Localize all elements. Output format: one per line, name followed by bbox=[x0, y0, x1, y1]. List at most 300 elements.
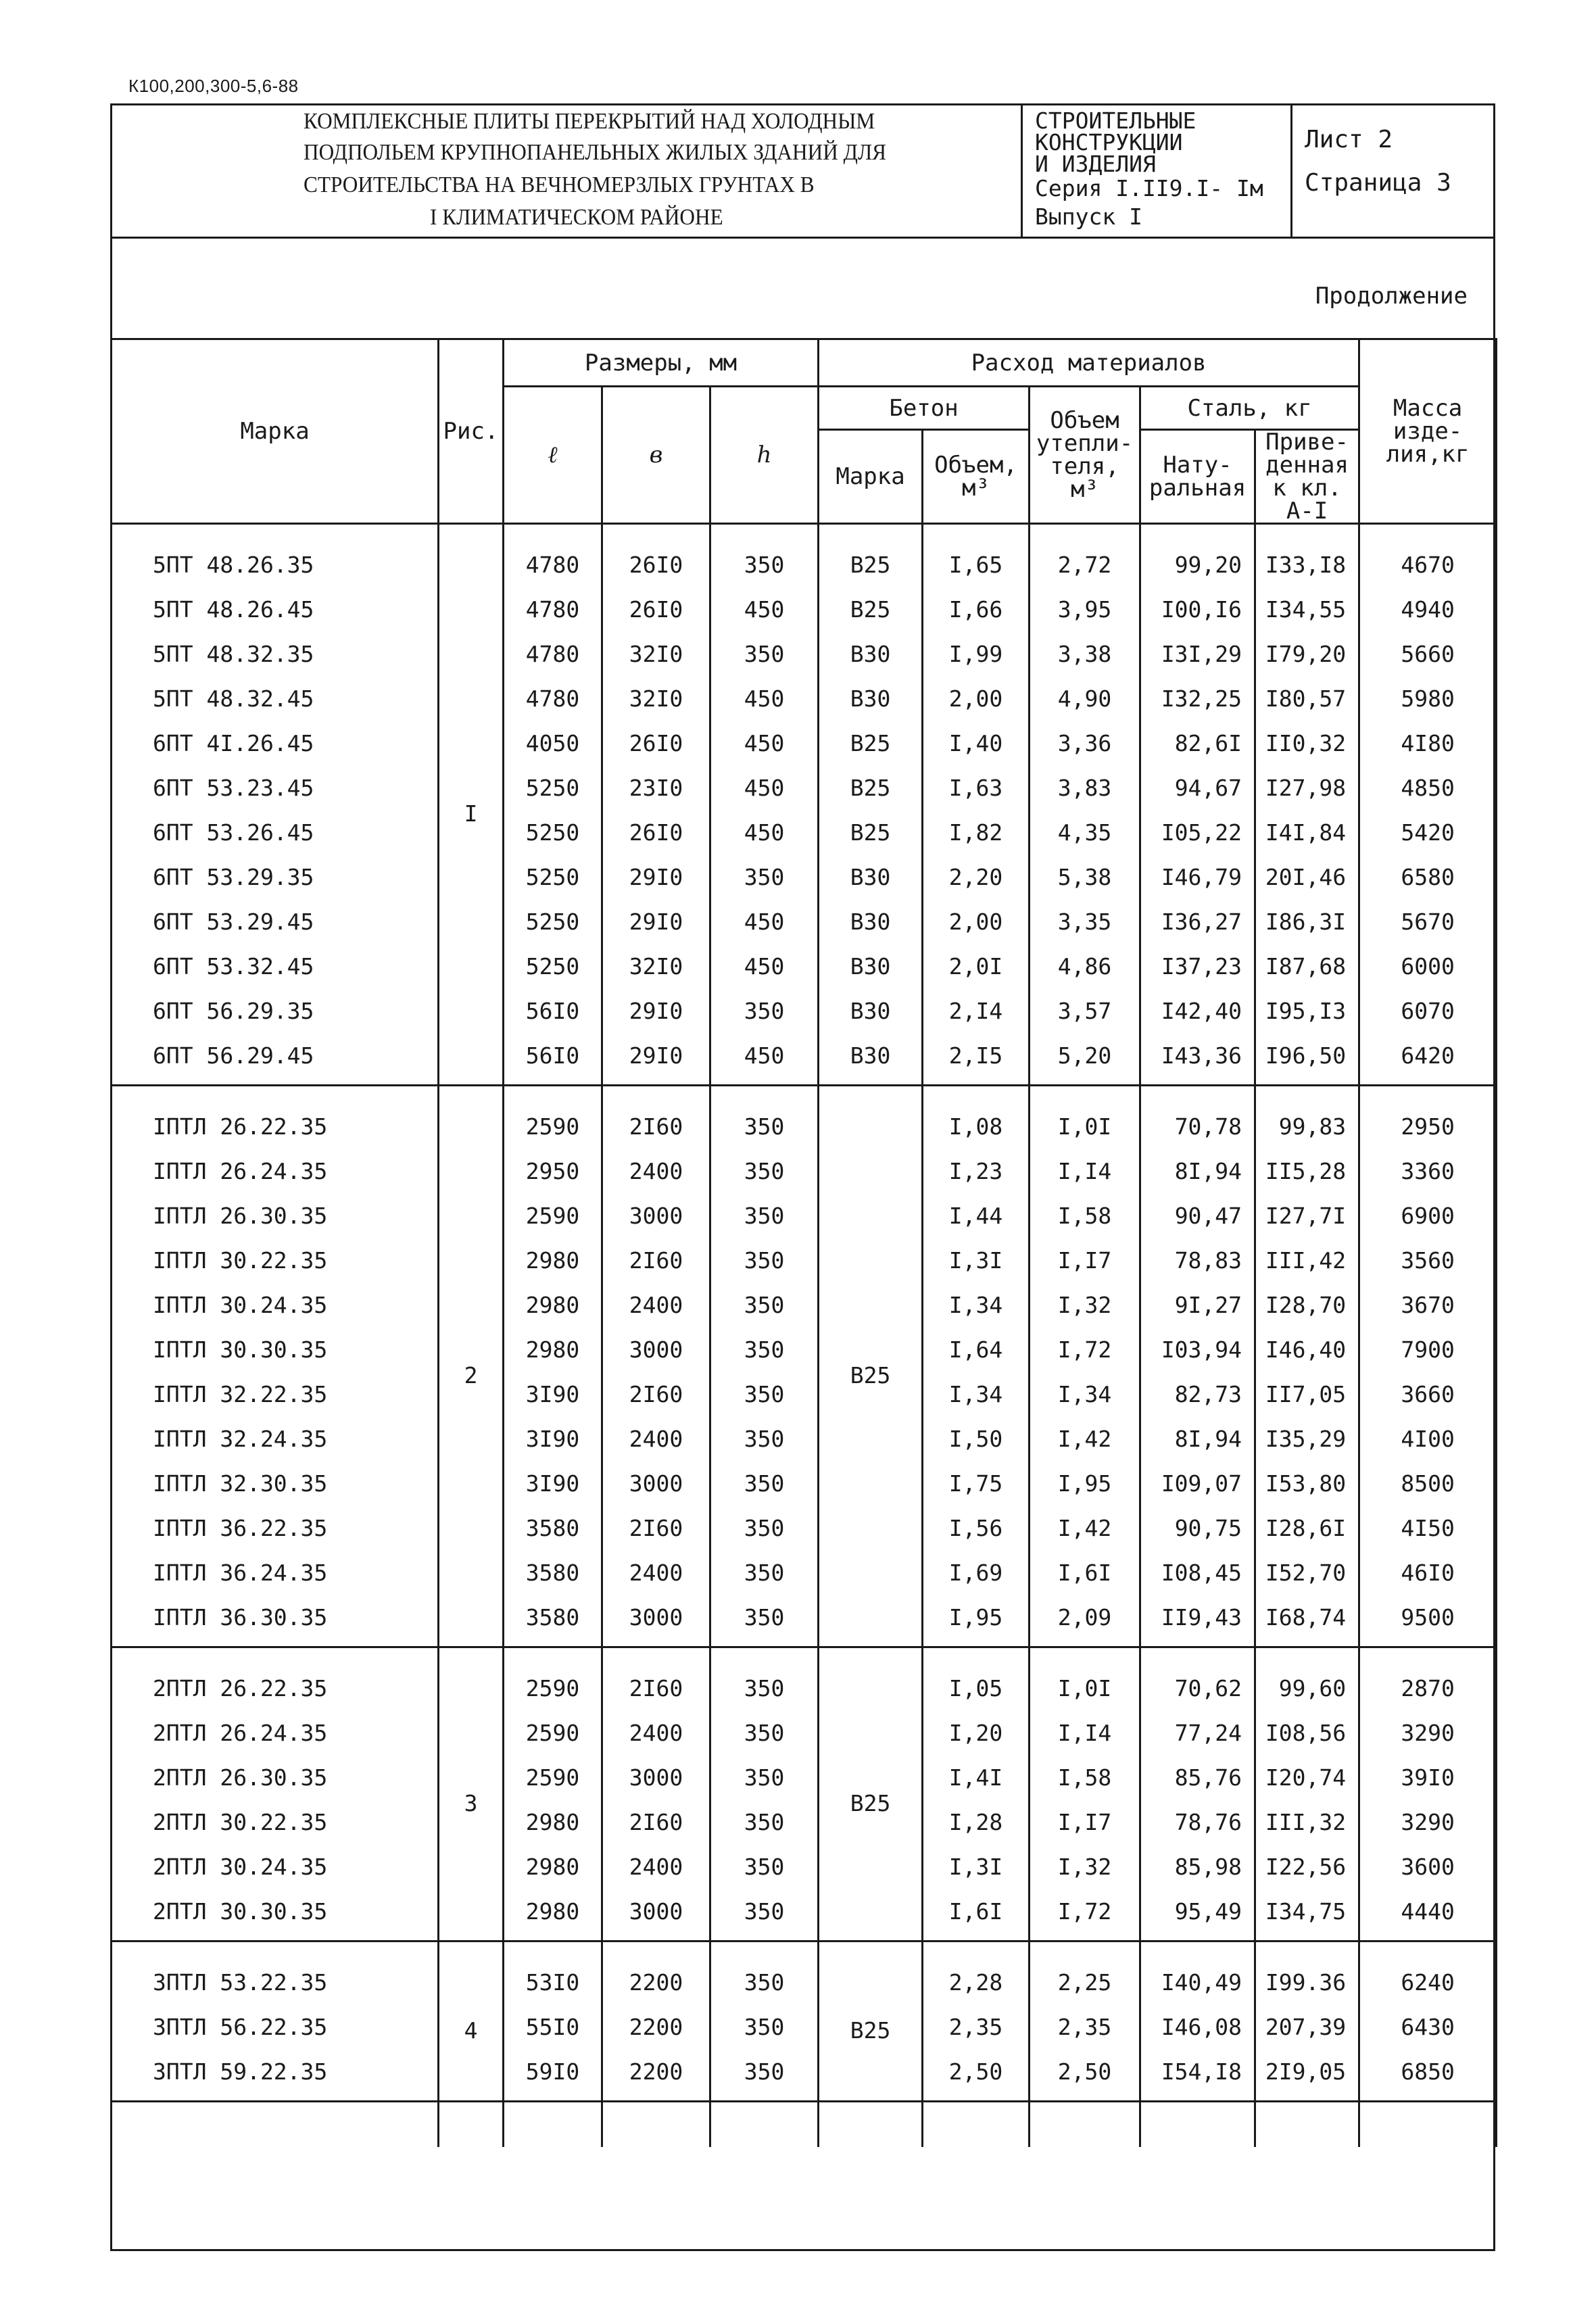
cell-length: 2980 bbox=[504, 1844, 602, 1889]
cell-mass: 6580 bbox=[1359, 854, 1497, 899]
cell-mass: 6430 bbox=[1359, 2004, 1497, 2049]
cell-mass: 6420 bbox=[1359, 1033, 1497, 1086]
title-block-sheet bbox=[1292, 105, 1493, 237]
table-row bbox=[112, 524, 1497, 587]
cell-steel-reduced: III,32 bbox=[1255, 1800, 1359, 1844]
cell-insulation-volume: I,72 bbox=[1030, 1327, 1140, 1372]
cell-mark: IПТЛ 30.22.35 bbox=[112, 1238, 439, 1282]
cell-width: 29I0 bbox=[602, 899, 710, 944]
cell-length: 2590 bbox=[504, 1086, 602, 1149]
cell-height: 450 bbox=[710, 765, 819, 810]
table-row bbox=[112, 1416, 1497, 1461]
cell-length: 3I90 bbox=[504, 1372, 602, 1416]
cell-height: 350 bbox=[710, 1416, 819, 1461]
cell-height: 350 bbox=[710, 1505, 819, 1550]
cell-mark: 6ПТ 53.23.45 bbox=[112, 765, 439, 810]
cell-concrete-volume: I,34 bbox=[923, 1282, 1030, 1327]
cell-mark: IПТЛ 36.22.35 bbox=[112, 1505, 439, 1550]
table-row bbox=[112, 1844, 1497, 1889]
cell-insulation-volume: I,6I bbox=[1030, 1550, 1140, 1595]
cell-concrete-grade: В25 bbox=[819, 721, 923, 765]
table-row bbox=[112, 1149, 1497, 1193]
cell-steel-natural: I37,23 bbox=[1140, 944, 1255, 988]
cell-concrete-volume: I,65 bbox=[923, 524, 1030, 587]
cell-steel-reduced: I52,70 bbox=[1255, 1550, 1359, 1595]
cell-height: 350 bbox=[710, 1327, 819, 1372]
cell-concrete-volume: I,4I bbox=[923, 1755, 1030, 1800]
table-row bbox=[112, 1033, 1497, 1086]
col-header-steel-natural: Нату- ральная bbox=[1140, 430, 1255, 524]
cell-steel-reduced: I79,20 bbox=[1255, 631, 1359, 676]
cell-insulation-volume: I,32 bbox=[1030, 1844, 1140, 1889]
cell-insulation-volume: 2,72 bbox=[1030, 524, 1140, 587]
cell-steel-natural: I05,22 bbox=[1140, 810, 1255, 854]
cell-length: 2980 bbox=[504, 1889, 602, 1941]
cell-steel-natural: 70,62 bbox=[1140, 1647, 1255, 1711]
cell-length: 5250 bbox=[504, 765, 602, 810]
cell-insulation-volume: I,I7 bbox=[1030, 1800, 1140, 1844]
cell-steel-reduced: 207,39 bbox=[1255, 2004, 1359, 2049]
cell-insulation-volume: I,58 bbox=[1030, 1193, 1140, 1238]
cell-insulation-volume: 4,86 bbox=[1030, 944, 1140, 988]
cell-mark: IПТЛ 30.30.35 bbox=[112, 1327, 439, 1372]
cell-length: 5250 bbox=[504, 810, 602, 854]
cell-width: 2200 bbox=[602, 2049, 710, 2102]
title-block bbox=[110, 103, 1495, 239]
cell-height: 350 bbox=[710, 1149, 819, 1193]
cell-mass: 3660 bbox=[1359, 1372, 1497, 1416]
cell-steel-natural: I09,07 bbox=[1140, 1461, 1255, 1505]
empty-cell bbox=[602, 2102, 710, 2148]
cell-mark: 2ПТЛ 30.24.35 bbox=[112, 1844, 439, 1889]
table-row bbox=[112, 1193, 1497, 1238]
cell-steel-reduced: I20,74 bbox=[1255, 1755, 1359, 1800]
cell-steel-reduced: I53,80 bbox=[1255, 1461, 1359, 1505]
table-row bbox=[112, 1086, 1497, 1149]
table-row bbox=[112, 587, 1497, 631]
page-number: Страница 3 bbox=[1305, 169, 1451, 197]
cell-mark: 6ПТ 4I.26.45 bbox=[112, 721, 439, 765]
cell-length: 4050 bbox=[504, 721, 602, 765]
cell-fig: 3 bbox=[439, 1647, 504, 1941]
cell-concrete-volume: I,69 bbox=[923, 1550, 1030, 1595]
cell-mass: 3600 bbox=[1359, 1844, 1497, 1889]
cell-mark: 6ПТ 56.29.45 bbox=[112, 1033, 439, 1086]
cell-steel-reduced: I27,7I bbox=[1255, 1193, 1359, 1238]
cell-insulation-volume: 2,25 bbox=[1030, 1941, 1140, 2005]
cell-width: 32I0 bbox=[602, 676, 710, 721]
cell-width: 3000 bbox=[602, 1755, 710, 1800]
table-row bbox=[112, 676, 1497, 721]
cell-length: 2980 bbox=[504, 1800, 602, 1844]
cell-steel-reduced: I86,3I bbox=[1255, 899, 1359, 944]
table-row bbox=[112, 631, 1497, 676]
cell-concrete-volume: 2,20 bbox=[923, 854, 1030, 899]
cell-steel-natural: 70,78 bbox=[1140, 1086, 1255, 1149]
empty-cell bbox=[1255, 2102, 1359, 2148]
cell-width: 2I60 bbox=[602, 1800, 710, 1844]
cell-mass: 3560 bbox=[1359, 1238, 1497, 1282]
cell-mark: 6ПТ 53.26.45 bbox=[112, 810, 439, 854]
table-row bbox=[112, 1595, 1497, 1647]
cell-width: 2I60 bbox=[602, 1505, 710, 1550]
cell-mark: 6ПТ 53.29.45 bbox=[112, 899, 439, 944]
cell-insulation-volume: 5,20 bbox=[1030, 1033, 1140, 1086]
cell-mark: IПТЛ 26.30.35 bbox=[112, 1193, 439, 1238]
table-row bbox=[112, 2004, 1497, 2049]
cell-steel-natural: 78,83 bbox=[1140, 1238, 1255, 1282]
cell-steel-natural: 82,73 bbox=[1140, 1372, 1255, 1416]
cell-height: 350 bbox=[710, 524, 819, 587]
table-row bbox=[112, 1238, 1497, 1282]
cell-steel-reduced: I34,75 bbox=[1255, 1889, 1359, 1941]
cell-steel-natural: 85,98 bbox=[1140, 1844, 1255, 1889]
cell-steel-natural: 90,47 bbox=[1140, 1193, 1255, 1238]
cell-mass: 39I0 bbox=[1359, 1755, 1497, 1800]
cell-steel-reduced: I22,56 bbox=[1255, 1844, 1359, 1889]
empty-cell bbox=[710, 2102, 819, 2148]
cell-length: 5250 bbox=[504, 944, 602, 988]
cell-steel-natural: 8I,94 bbox=[1140, 1149, 1255, 1193]
cell-height: 350 bbox=[710, 1755, 819, 1800]
cell-height: 450 bbox=[710, 899, 819, 944]
cell-length: 53I0 bbox=[504, 1941, 602, 2005]
cell-length: 55I0 bbox=[504, 2004, 602, 2049]
cell-steel-natural: 94,67 bbox=[1140, 765, 1255, 810]
cell-mark: 2ПТЛ 26.24.35 bbox=[112, 1710, 439, 1755]
cell-length: 3580 bbox=[504, 1595, 602, 1647]
cell-mass: 4I00 bbox=[1359, 1416, 1497, 1461]
cell-width: 2400 bbox=[602, 1149, 710, 1193]
cell-height: 350 bbox=[710, 631, 819, 676]
cell-length: 3580 bbox=[504, 1505, 602, 1550]
cell-insulation-volume: I,95 bbox=[1030, 1461, 1140, 1505]
cell-insulation-volume: I,I4 bbox=[1030, 1710, 1140, 1755]
cell-concrete-grade: В30 bbox=[819, 899, 923, 944]
specs-table-body bbox=[112, 524, 1497, 2148]
cell-mass: 5660 bbox=[1359, 631, 1497, 676]
cell-height: 350 bbox=[710, 1193, 819, 1238]
cell-mass: 4670 bbox=[1359, 524, 1497, 587]
series-line: КОНСТРУКЦИИ bbox=[1035, 129, 1183, 155]
cell-height: 350 bbox=[710, 1941, 819, 2005]
cell-concrete-volume: 2,I5 bbox=[923, 1033, 1030, 1086]
cell-mark: 2ПТЛ 30.22.35 bbox=[112, 1800, 439, 1844]
cell-steel-reduced: I87,68 bbox=[1255, 944, 1359, 988]
cell-steel-reduced: I34,55 bbox=[1255, 587, 1359, 631]
cell-mass: 46I0 bbox=[1359, 1550, 1497, 1595]
cell-height: 450 bbox=[710, 944, 819, 988]
cell-insulation-volume: I,0I bbox=[1030, 1086, 1140, 1149]
cell-concrete-volume: 2,I4 bbox=[923, 988, 1030, 1033]
cell-mass: 6900 bbox=[1359, 1193, 1497, 1238]
cell-length: 5250 bbox=[504, 854, 602, 899]
col-header-fig: Рис. bbox=[439, 339, 504, 524]
cell-width: 32I0 bbox=[602, 944, 710, 988]
cell-steel-reduced: III,42 bbox=[1255, 1238, 1359, 1282]
table-row bbox=[112, 1505, 1497, 1550]
cell-mark: 3ПТЛ 53.22.35 bbox=[112, 1941, 439, 2005]
cell-steel-natural: 8I,94 bbox=[1140, 1416, 1255, 1461]
cell-insulation-volume: 3,57 bbox=[1030, 988, 1140, 1033]
cell-mass: 2950 bbox=[1359, 1086, 1497, 1149]
cell-width: 29I0 bbox=[602, 1033, 710, 1086]
cell-concrete-volume: 2,50 bbox=[923, 2049, 1030, 2102]
cell-length: 2590 bbox=[504, 1755, 602, 1800]
cell-steel-natural: I3I,29 bbox=[1140, 631, 1255, 676]
cell-concrete-volume: I,05 bbox=[923, 1647, 1030, 1711]
cell-concrete-volume: I,28 bbox=[923, 1800, 1030, 1844]
cell-steel-natural: 99,20 bbox=[1140, 524, 1255, 587]
cell-concrete-grade: В30 bbox=[819, 854, 923, 899]
cell-steel-reduced: I95,I3 bbox=[1255, 988, 1359, 1033]
col-header-length: ℓ bbox=[504, 387, 602, 524]
cell-width: 3000 bbox=[602, 1595, 710, 1647]
cell-steel-reduced: 2I9,05 bbox=[1255, 2049, 1359, 2102]
cell-height: 350 bbox=[710, 1800, 819, 1844]
cell-concrete-grade: В25 bbox=[819, 1647, 923, 1941]
cell-length: 5250 bbox=[504, 899, 602, 944]
series-number: Серия I.II9.I- Iм bbox=[1035, 175, 1263, 201]
cell-insulation-volume: 2,35 bbox=[1030, 2004, 1140, 2049]
cell-steel-natural: 90,75 bbox=[1140, 1505, 1255, 1550]
cell-mark: 2ПТЛ 26.22.35 bbox=[112, 1647, 439, 1711]
cell-concrete-volume: I,75 bbox=[923, 1461, 1030, 1505]
cell-width: 2I60 bbox=[602, 1647, 710, 1711]
cell-steel-reduced: I4I,84 bbox=[1255, 810, 1359, 854]
cell-length: 56I0 bbox=[504, 988, 602, 1033]
empty-cell bbox=[1030, 2102, 1140, 2148]
cell-height: 450 bbox=[710, 676, 819, 721]
cell-height: 350 bbox=[710, 2049, 819, 2102]
cell-mass: 3290 bbox=[1359, 1800, 1497, 1844]
cell-fig: 4 bbox=[439, 1941, 504, 2102]
cell-concrete-grade: В30 bbox=[819, 1033, 923, 1086]
cell-steel-natural: I40,49 bbox=[1140, 1941, 1255, 2005]
cell-mark: IПТЛ 36.24.35 bbox=[112, 1550, 439, 1595]
cell-steel-reduced: I68,74 bbox=[1255, 1595, 1359, 1647]
title-line: I КЛИМАТИЧЕСКОМ РАЙОНЕ bbox=[430, 205, 723, 230]
cell-steel-natural: I43,36 bbox=[1140, 1033, 1255, 1086]
cell-steel-natural: I46,08 bbox=[1140, 2004, 1255, 2049]
cell-mark: 6ПТ 56.29.35 bbox=[112, 988, 439, 1033]
cell-length: 2590 bbox=[504, 1193, 602, 1238]
cell-insulation-volume: I,58 bbox=[1030, 1755, 1140, 1800]
document-code: К100,200,300-5,6-88 bbox=[128, 76, 299, 96]
sheet-number: Лист 2 bbox=[1305, 126, 1393, 153]
cell-width: 2200 bbox=[602, 1941, 710, 2005]
col-header-mark: Марка bbox=[112, 339, 439, 524]
cell-mark: 2ПТЛ 26.30.35 bbox=[112, 1755, 439, 1800]
table-row bbox=[112, 1461, 1497, 1505]
cell-width: 2400 bbox=[602, 1282, 710, 1327]
cell-mass: 4I80 bbox=[1359, 721, 1497, 765]
cell-steel-reduced: I80,57 bbox=[1255, 676, 1359, 721]
cell-height: 350 bbox=[710, 1889, 819, 1941]
cell-concrete-grade: В25 bbox=[819, 810, 923, 854]
cell-insulation-volume: 5,38 bbox=[1030, 854, 1140, 899]
cell-steel-natural: I03,94 bbox=[1140, 1327, 1255, 1372]
cell-width: 23I0 bbox=[602, 765, 710, 810]
cell-steel-natural: I36,27 bbox=[1140, 899, 1255, 944]
cell-length: 4780 bbox=[504, 631, 602, 676]
cell-insulation-volume: 3,95 bbox=[1030, 587, 1140, 631]
table-row bbox=[112, 1889, 1497, 1941]
cell-width: 2400 bbox=[602, 1550, 710, 1595]
col-header-width: в bbox=[602, 387, 710, 524]
cell-mark: 3ПТЛ 59.22.35 bbox=[112, 2049, 439, 2102]
cell-steel-natural: I00,I6 bbox=[1140, 587, 1255, 631]
cell-steel-reduced: 99,60 bbox=[1255, 1647, 1359, 1711]
cell-height: 350 bbox=[710, 1086, 819, 1149]
cell-fig: I bbox=[439, 524, 504, 1086]
cell-concrete-volume: 2,00 bbox=[923, 899, 1030, 944]
cell-concrete-volume: I,20 bbox=[923, 1710, 1030, 1755]
cell-concrete-volume: I,44 bbox=[923, 1193, 1030, 1238]
cell-height: 350 bbox=[710, 1844, 819, 1889]
cell-steel-reduced: II0,32 bbox=[1255, 721, 1359, 765]
cell-insulation-volume: I,32 bbox=[1030, 1282, 1140, 1327]
cell-concrete-volume: 2,00 bbox=[923, 676, 1030, 721]
table-row bbox=[112, 1710, 1497, 1755]
cell-mass: 5420 bbox=[1359, 810, 1497, 854]
cell-mass: 6000 bbox=[1359, 944, 1497, 988]
cell-steel-natural: 82,6I bbox=[1140, 721, 1255, 765]
cell-concrete-grade: В30 bbox=[819, 676, 923, 721]
empty-cell bbox=[923, 2102, 1030, 2148]
empty-cell bbox=[819, 2102, 923, 2148]
cell-insulation-volume: I,72 bbox=[1030, 1889, 1140, 1941]
cell-mass: 6850 bbox=[1359, 2049, 1497, 2102]
table-row bbox=[112, 854, 1497, 899]
cell-width: 2400 bbox=[602, 1844, 710, 1889]
table-row bbox=[112, 1550, 1497, 1595]
cell-steel-natural: 78,76 bbox=[1140, 1800, 1255, 1844]
cell-concrete-volume: I,66 bbox=[923, 587, 1030, 631]
cell-concrete-volume: I,08 bbox=[923, 1086, 1030, 1149]
cell-mass: 2870 bbox=[1359, 1647, 1497, 1711]
continuation-label: Продолжение bbox=[1315, 283, 1468, 310]
cell-concrete-grade: В25 bbox=[819, 1941, 923, 2102]
cell-concrete-volume: I,64 bbox=[923, 1327, 1030, 1372]
cell-insulation-volume: 4,35 bbox=[1030, 810, 1140, 854]
cell-concrete-volume: I,95 bbox=[923, 1595, 1030, 1647]
table-row bbox=[112, 944, 1497, 988]
cell-mark: 5ПТ 48.32.35 bbox=[112, 631, 439, 676]
cell-concrete-grade: В25 bbox=[819, 765, 923, 810]
col-header-concrete-grade: Марка bbox=[819, 430, 923, 524]
col-header-insulation: Объем утепли- теля, м³ bbox=[1030, 387, 1140, 524]
cell-width: 3000 bbox=[602, 1327, 710, 1372]
cell-steel-natural: I32,25 bbox=[1140, 676, 1255, 721]
cell-steel-natural: I42,40 bbox=[1140, 988, 1255, 1033]
cell-height: 350 bbox=[710, 1710, 819, 1755]
cell-height: 350 bbox=[710, 2004, 819, 2049]
cell-concrete-grade: В30 bbox=[819, 988, 923, 1033]
col-header-height: h bbox=[710, 387, 819, 524]
cell-width: 32I0 bbox=[602, 631, 710, 676]
table-row bbox=[112, 1647, 1497, 1711]
cell-insulation-volume: 2,50 bbox=[1030, 2049, 1140, 2102]
title-line: КОМПЛЕКСНЫЕ ПЛИТЫ ПЕРЕКРЫТИЙ НАД ХОЛОДНЫМ bbox=[304, 109, 875, 134]
cell-mass: 3360 bbox=[1359, 1149, 1497, 1193]
cell-width: 2400 bbox=[602, 1710, 710, 1755]
issue-number: Выпуск I bbox=[1035, 203, 1142, 230]
cell-insulation-volume: I,I7 bbox=[1030, 1238, 1140, 1282]
cell-concrete-volume: I,99 bbox=[923, 631, 1030, 676]
empty-cell bbox=[1140, 2102, 1255, 2148]
cell-length: 2980 bbox=[504, 1282, 602, 1327]
table-row bbox=[112, 810, 1497, 854]
cell-mark: IПТЛ 30.24.35 bbox=[112, 1282, 439, 1327]
cell-steel-natural: 85,76 bbox=[1140, 1755, 1255, 1800]
cell-steel-natural: 95,49 bbox=[1140, 1889, 1255, 1941]
table-row bbox=[112, 1282, 1497, 1327]
cell-insulation-volume: 4,90 bbox=[1030, 676, 1140, 721]
cell-height: 450 bbox=[710, 721, 819, 765]
cell-insulation-volume: 3,38 bbox=[1030, 631, 1140, 676]
cell-steel-reduced: I27,98 bbox=[1255, 765, 1359, 810]
cell-steel-natural: I08,45 bbox=[1140, 1550, 1255, 1595]
cell-height: 450 bbox=[710, 587, 819, 631]
table-filler-row bbox=[112, 2102, 1497, 2148]
cell-insulation-volume: 3,83 bbox=[1030, 765, 1140, 810]
cell-mark: 5ПТ 48.26.35 bbox=[112, 524, 439, 587]
title-block-series bbox=[1023, 105, 1292, 237]
col-header-materials: Расход материалов bbox=[819, 339, 1359, 387]
cell-length: 3I90 bbox=[504, 1461, 602, 1505]
col-header-mass: Масса изде- лия,кг bbox=[1359, 339, 1497, 524]
cell-concrete-grade: В25 bbox=[819, 587, 923, 631]
cell-steel-reduced: I08,56 bbox=[1255, 1710, 1359, 1755]
cell-height: 350 bbox=[710, 988, 819, 1033]
cell-mass: 5670 bbox=[1359, 899, 1497, 944]
cell-steel-reduced: II7,05 bbox=[1255, 1372, 1359, 1416]
cell-length: 3580 bbox=[504, 1550, 602, 1595]
cell-width: 3000 bbox=[602, 1889, 710, 1941]
cell-height: 450 bbox=[710, 810, 819, 854]
cell-concrete-volume: I,3I bbox=[923, 1238, 1030, 1282]
col-header-steel-reduced: Приве- денная к кл. А-I bbox=[1255, 430, 1359, 524]
cell-length: 59I0 bbox=[504, 2049, 602, 2102]
cell-concrete-volume: 2,35 bbox=[923, 2004, 1030, 2049]
cell-mark: 5ПТ 48.26.45 bbox=[112, 587, 439, 631]
cell-concrete-grade: В25 bbox=[819, 1086, 923, 1647]
table-row bbox=[112, 1372, 1497, 1416]
empty-cell bbox=[112, 2102, 439, 2148]
cell-steel-reduced: 99,83 bbox=[1255, 1086, 1359, 1149]
cell-length: 2590 bbox=[504, 1710, 602, 1755]
cell-insulation-volume: 3,35 bbox=[1030, 899, 1140, 944]
cell-height: 350 bbox=[710, 1238, 819, 1282]
cell-mass: 5980 bbox=[1359, 676, 1497, 721]
cell-concrete-volume: I,63 bbox=[923, 765, 1030, 810]
col-header-dimensions: Размеры, мм bbox=[504, 339, 819, 387]
cell-steel-reduced: I35,29 bbox=[1255, 1416, 1359, 1461]
cell-mass: 4850 bbox=[1359, 765, 1497, 810]
cell-height: 350 bbox=[710, 1647, 819, 1711]
cell-insulation-volume: 3,36 bbox=[1030, 721, 1140, 765]
cell-concrete-volume: I,50 bbox=[923, 1416, 1030, 1461]
cell-concrete-volume: I,56 bbox=[923, 1505, 1030, 1550]
cell-length: 2590 bbox=[504, 1647, 602, 1711]
specs-table bbox=[110, 338, 1497, 2147]
cell-mass: 7900 bbox=[1359, 1327, 1497, 1372]
table-row bbox=[112, 1755, 1497, 1800]
cell-mark: 5ПТ 48.32.45 bbox=[112, 676, 439, 721]
table-row bbox=[112, 721, 1497, 765]
cell-steel-reduced: I99.36 bbox=[1255, 1941, 1359, 2005]
